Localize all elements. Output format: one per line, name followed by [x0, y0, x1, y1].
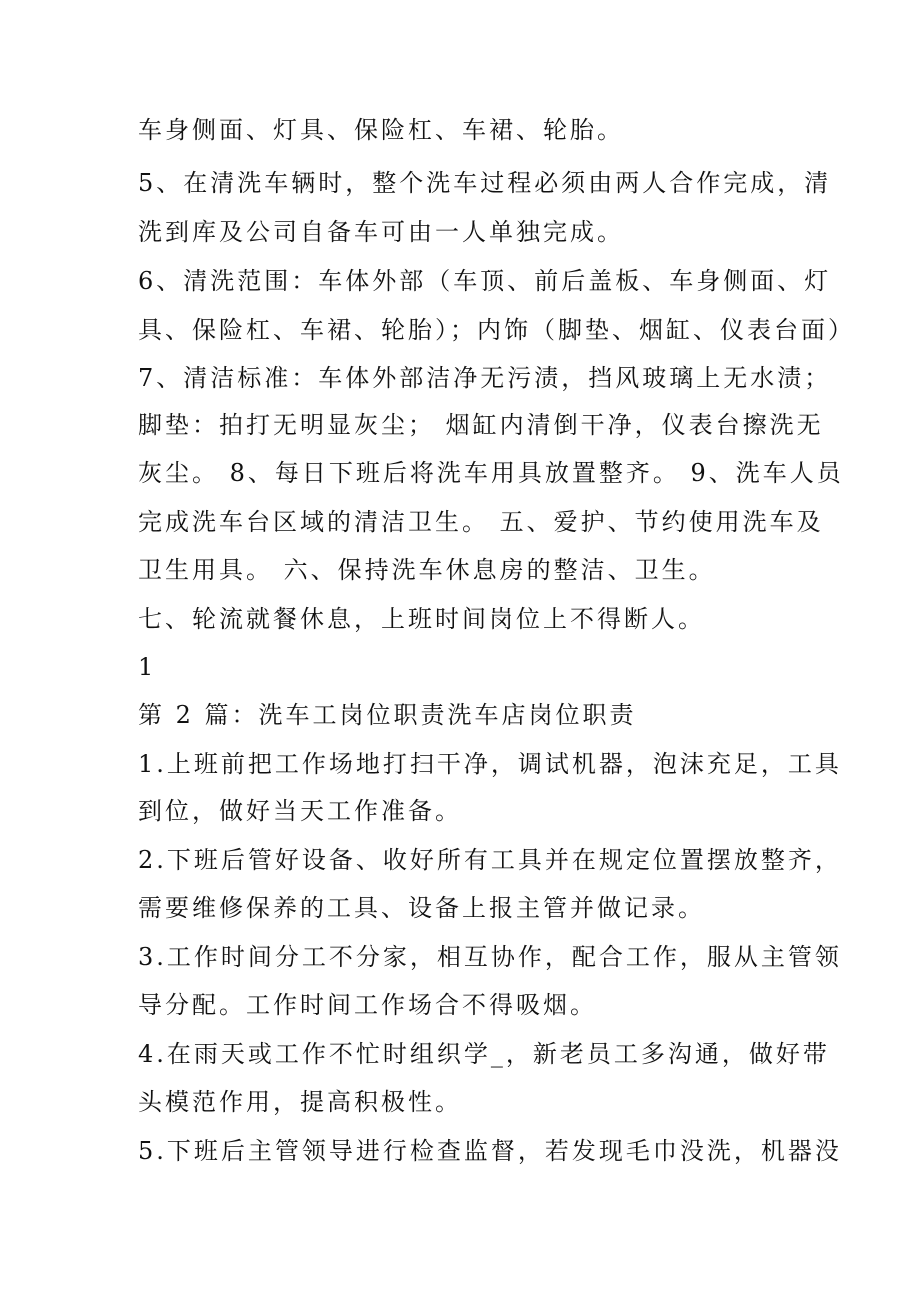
text-line: 1.上班前把工作场地打扫干净，调试机器，泡沫充足，工具 — [138, 750, 842, 778]
text-line: 洗到库及公司自备车可由一人单独完成。 — [138, 218, 624, 246]
text-line: 具、保险杠、车裙、轮胎）；内饰（脚垫、烟缸、仪表台面） — [138, 316, 855, 344]
text-line: 灰尘。 8、每日下班后将洗车用具放置整齐。 9、洗车人员 — [138, 459, 844, 487]
text-line: 需要维修保养的工具、设备上报主管并做记录。 — [138, 894, 705, 922]
text-line: 七、轮流就餐休息，上班时间岗位上不得断人。 — [138, 605, 705, 633]
text-line: 7、清洁标准：车体外部洁净无污渍，挡风玻璃上无水渍； — [138, 364, 832, 392]
text-line: 卫生用具。 六、保持洗车休息房的整洁、卫生。 — [138, 556, 716, 584]
section-heading: 第 2 篇：洗车工岗位职责洗车店岗位职责 — [138, 701, 637, 729]
text-line: 导分配。工作时间工作场合不得吸烟。 — [138, 991, 597, 1019]
page-number: 1 — [138, 653, 157, 681]
text-line: 头模范作用，提高积极性。 — [138, 1088, 462, 1116]
text-line: 3.工作时间分工不分家，相互协作，配合工作，服从主管领 — [138, 943, 842, 971]
text-line: 5、在清洗车辆时，整个洗车过程必须由两人合作完成，清 — [138, 169, 832, 197]
text-line: 车身侧面、灯具、保险杠、车裙、轮胎。 — [138, 116, 624, 144]
text-line: 脚垫：拍打无明显灰尘； 烟缸内清倒干净，仪表台擦洗无 — [138, 411, 824, 439]
text-line: 6、清洗范围：车体外部（车顶、前后盖板、车身侧面、灯 — [138, 267, 832, 295]
text-line: 完成洗车台区域的清洁卫生。 五、爱护、节约使用洗车及 — [138, 508, 824, 536]
text-line: 2.下班后管好设备、收好所有工具并在规定位置摆放整齐， — [138, 846, 842, 874]
text-line: 4.在雨天或工作不忙时组织学_，新老员工多沟通，做好带 — [138, 1040, 830, 1068]
text-line: 到位，做好当天工作准备。 — [138, 797, 462, 825]
text-line: 5.下班后主管领导进行检查监督，若发现毛巾没洗，机器没 — [138, 1137, 842, 1165]
